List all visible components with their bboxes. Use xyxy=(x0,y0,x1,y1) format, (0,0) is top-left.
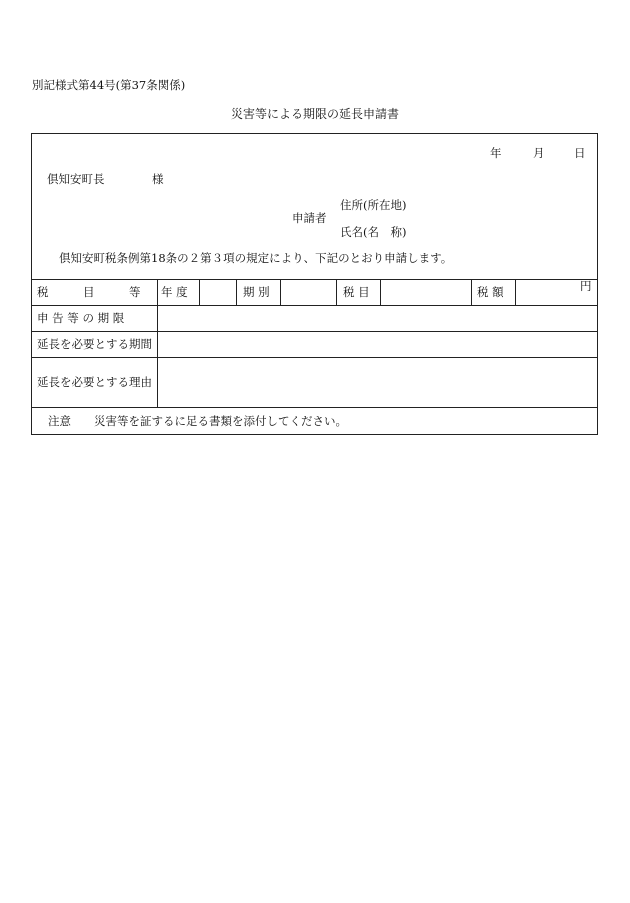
tax-value-divider xyxy=(471,279,472,305)
tax-label: 税 目 xyxy=(343,285,370,299)
applicant-name-label: 氏名(名 称) xyxy=(340,225,407,239)
fiscal-year-label: 年 度 xyxy=(161,285,188,299)
recipient-name: 倶知安町長 xyxy=(47,172,105,186)
amount-label: 税 額 xyxy=(477,285,504,299)
application-form-frame xyxy=(31,133,598,435)
row-divider-3 xyxy=(31,357,598,358)
form-number-label: 別記様式第44号(第37条関係) xyxy=(32,78,186,92)
yen-unit-label: 円 xyxy=(580,279,592,293)
row-divider-2 xyxy=(31,331,598,332)
recipient-honorific: 様 xyxy=(152,172,164,186)
document-title: 災害等による期限の延長申請書 xyxy=(230,107,399,121)
note-text: 注意 災害等を証するに足る書類を添付してください。 xyxy=(48,414,347,428)
table-top-border xyxy=(31,279,598,280)
tax-item-label: 税 目 等 xyxy=(37,285,141,299)
date-year-label: 年 xyxy=(490,146,502,160)
period-value-divider xyxy=(336,279,337,305)
date-day-label: 日 xyxy=(574,146,586,160)
applicant-label: 申請者 xyxy=(292,211,327,225)
deadline-label: 申 告 等 の 期 限 xyxy=(37,311,125,325)
label-column-divider xyxy=(157,279,158,407)
row-divider-4 xyxy=(31,407,598,408)
applicant-address-label: 住所(所在地) xyxy=(340,198,407,212)
fiscal-year-divider xyxy=(199,279,200,305)
extension-reason-label: 延長を必要とする理由 xyxy=(37,375,152,389)
period-label: 期 別 xyxy=(243,285,270,299)
period-divider xyxy=(280,279,281,305)
amount-divider xyxy=(515,279,516,305)
fiscal-year-value-divider xyxy=(236,279,237,305)
date-month-label: 月 xyxy=(533,146,545,160)
extension-period-label: 延長を必要とする期間 xyxy=(37,337,152,351)
tax-divider xyxy=(380,279,381,305)
row-divider-1 xyxy=(31,305,598,306)
application-statement: 倶知安町税条例第18条の２第３項の規定により、下記のとおり申請します。 xyxy=(59,251,453,265)
